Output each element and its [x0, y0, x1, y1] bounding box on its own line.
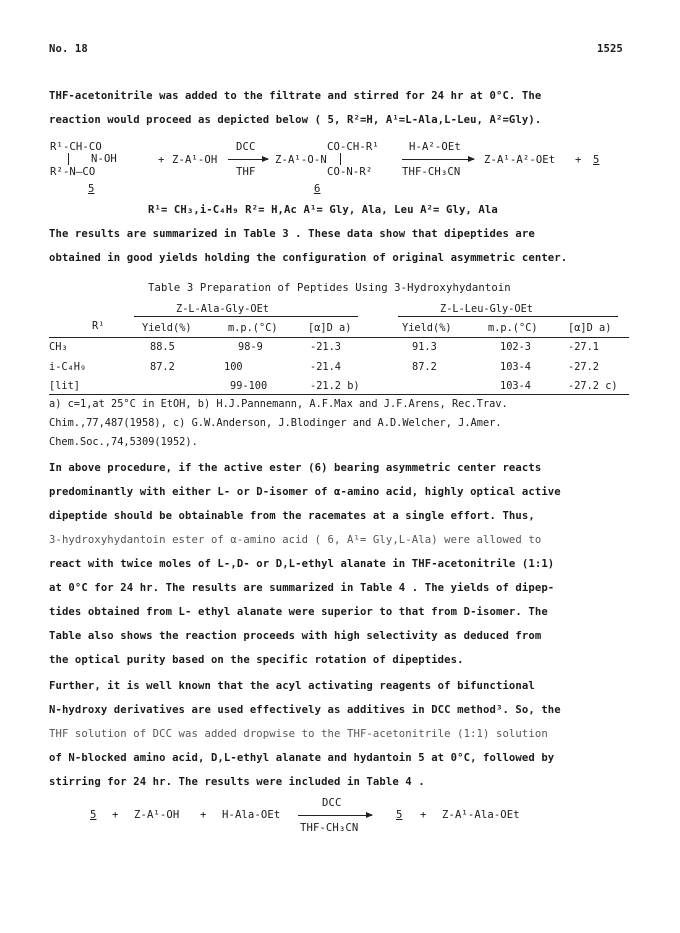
scheme2-plus: +: [420, 809, 427, 821]
para3-line: Table also shows the reaction proceeds with high selectivity as deduced from: [49, 630, 542, 642]
cell-yield: 87.2: [150, 361, 175, 373]
ester-bottom: CO-N-R²: [327, 166, 373, 178]
active-ester: Z-A¹-O-N: [275, 154, 327, 166]
scheme2-dcc: DCC: [322, 797, 342, 809]
para1-line2: reaction would proceed as depicted below ( 5, R²=H, A¹=L-Ala,L-Leu, A²=Gly).: [49, 114, 542, 126]
group-header-ala: Z-L-Ala-Gly-OEt: [176, 303, 269, 315]
col-alpha-1: [α]D a): [308, 322, 352, 334]
col-r1: R¹: [92, 320, 105, 332]
cell-alpha: -27.2: [568, 361, 599, 373]
scheme2-acid: Z-A¹-OH: [134, 809, 180, 821]
cell-alpha: -21.3: [310, 341, 341, 353]
para3-line: dipeptide should be obtainable from the racemates at a single effort. Thus,: [49, 510, 535, 522]
ester-bond: [340, 153, 341, 165]
col-yield-2: Yield(%): [402, 322, 452, 334]
scheme2-5-product: 5: [396, 809, 403, 821]
cell-mp: 102-3: [500, 341, 531, 353]
para3-line: In above procedure, if the active ester (6) bearing asymmetric center reacts: [49, 462, 542, 474]
cell-alpha: -21.4: [310, 361, 341, 373]
compound-5-label: 5: [88, 183, 95, 195]
dipeptide-product: Z-A¹-A²-OEt: [484, 154, 556, 166]
para4-line: Further, it is well known that the acyl activating reagents of bifunctional: [49, 680, 535, 692]
group-rule-1: [134, 316, 358, 317]
ring-top: R¹-CH-CO: [50, 141, 102, 153]
scheme2-solvent: THF-CH₃CN: [300, 822, 359, 834]
ring-bond-left: [68, 153, 69, 165]
table-note-3: Chem.Soc.,74,5309(1952).: [49, 436, 198, 448]
plus-sign: +: [158, 154, 165, 166]
substituent-definitions: R¹= CH₃,i-C₄H₉ R²= H,Ac A¹= Gly, Ala, Leu A²= Gly, Ala: [148, 204, 498, 216]
para4-line: N-hydroxy derivatives are used effectively as additives in DCC method³. So, the: [49, 704, 561, 716]
table-note-1: a) c=1,at 25°C in EtOH, b) H.J.Pannemann, A.F.Max and J.F.Arens, Rec.Trav.: [49, 398, 508, 410]
amine-label: H-A²-OEt: [409, 141, 461, 153]
scheme2-plus: +: [200, 809, 207, 821]
table-note-2: Chim.,77,487(1958), c) G.W.Anderson, J.Blodinger and A.D.Welcher, J.Amer.: [49, 417, 502, 429]
bottom-rule: [49, 394, 629, 395]
para4-line: stirring for 24 hr. The results were included in Table 4 .: [49, 776, 425, 788]
header-rule: [49, 337, 629, 338]
thf-label: THF: [236, 166, 256, 178]
scheme2-arrow: [298, 815, 372, 816]
group-rule-2: [398, 316, 618, 317]
para4-line: of N-blocked amino acid, D,L-ethyl alanate and hydantoin 5 at 0°C, followed by: [49, 752, 555, 764]
cell-mp: 98-9: [238, 341, 263, 353]
cell-yield: 88.5: [150, 341, 175, 353]
cell-mp: 99-100: [230, 380, 268, 392]
scheme2-dipeptide: Z-A¹-Ala-OEt: [442, 809, 520, 821]
dcc-label: DCC: [236, 141, 256, 153]
col-mp-1: m.p.(°C): [228, 322, 278, 334]
col-alpha-2: [α]D a): [568, 322, 612, 334]
cell-mp: 103-4: [500, 380, 531, 392]
para4-line: THF solution of DCC was added dropwise to the THF-acetonitrile (1:1) solution: [49, 728, 548, 740]
para3-line: react with twice moles of L-,D- or D,L-ethyl alanate in THF-acetonitrile (1:1): [49, 558, 555, 570]
cell-yield: 91.3: [412, 341, 437, 353]
plus-sign-2: +: [575, 154, 582, 166]
ring-noh: N-OH: [91, 153, 117, 165]
cell-alpha: -27.2 c): [568, 380, 618, 392]
scheme2-5: 5: [90, 809, 97, 821]
cell-yield: 87.2: [412, 361, 437, 373]
col-yield-1: Yield(%): [142, 322, 192, 334]
cell-mp: 100: [224, 361, 243, 373]
page-number: 1525: [597, 43, 623, 55]
para3-line: tides obtained from L- ethyl alanate were superior to that from D-isomer. The: [49, 606, 548, 618]
reagent-acid: Z-A¹-OH: [172, 154, 218, 166]
scheme2-amine: H-Ala-OEt: [222, 809, 281, 821]
cell-mp: 103-4: [500, 361, 531, 373]
para3-line: predominantly with either L- or D-isomer of α-amino acid, highly optical active: [49, 486, 561, 498]
scheme2-plus: +: [112, 809, 119, 821]
para3-line: the optical purity based on the specific rotation of dipeptides.: [49, 654, 464, 666]
regenerated-5: 5: [593, 154, 600, 166]
cell-alpha: -21.2 b): [310, 380, 360, 392]
para3-line: at 0°C for 24 hr. The results are summarized in Table 4 . The yields of dipep-: [49, 582, 555, 594]
solvent-label: THF-CH₃CN: [402, 166, 461, 178]
cell-alpha: -27.1: [568, 341, 599, 353]
cell-r: CH₃: [49, 341, 68, 353]
cell-r: [lit]: [49, 380, 80, 392]
para3-line: 3-hydroxyhydantoin ester of α-amino acid ( 6, A¹= Gly,L-Ala) were allowed to: [49, 534, 542, 546]
compound-6-label: 6: [314, 183, 321, 195]
para1-line1: THF-acetonitrile was added to the filtrate and stirred for 24 hr at 0°C. The: [49, 90, 542, 102]
table-caption: Table 3 Preparation of Peptides Using 3-Hydroxyhydantoin: [148, 282, 511, 294]
col-mp-2: m.p.(°C): [488, 322, 538, 334]
journal-issue: No. 18: [49, 43, 88, 55]
reaction-arrow-2: [402, 159, 474, 160]
para2-line1: The results are summarized in Table 3 . These data show that dipeptides are: [49, 228, 535, 240]
para2-line2: obtained in good yields holding the configuration of original asymmetric center.: [49, 252, 568, 264]
cell-r: i-C₄H₉: [49, 361, 87, 373]
reaction-arrow-1: [228, 159, 268, 160]
ester-top: CO-CH-R¹: [327, 141, 379, 153]
group-header-leu: Z-L-Leu-Gly-OEt: [440, 303, 533, 315]
ring-bottom: R²-N—CO: [50, 166, 96, 178]
